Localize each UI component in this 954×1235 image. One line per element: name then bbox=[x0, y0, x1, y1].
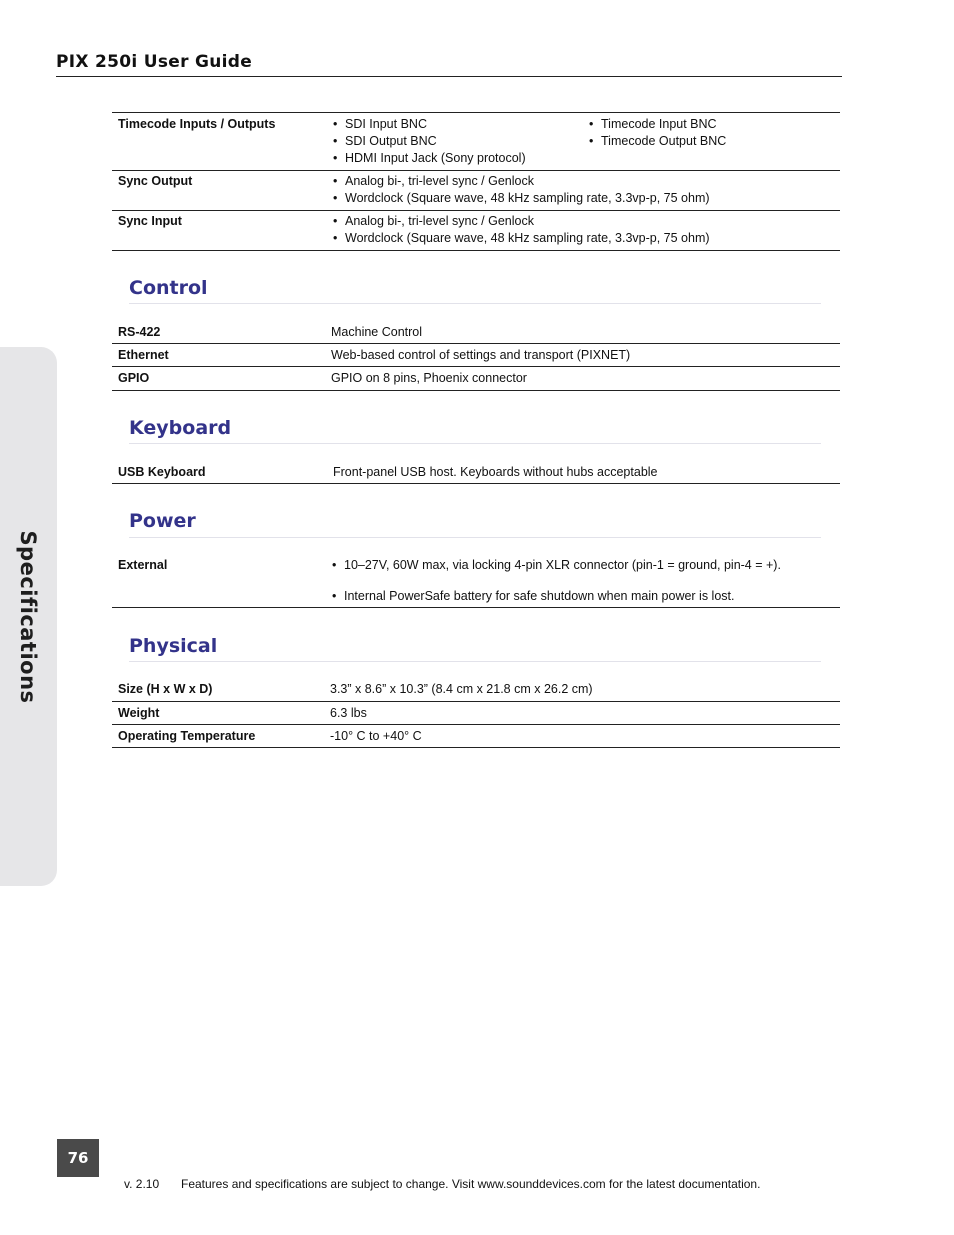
header-rule bbox=[56, 76, 842, 77]
sync-output-label: Sync Output bbox=[118, 174, 193, 188]
row-divider bbox=[112, 724, 840, 725]
section-underline bbox=[129, 537, 821, 538]
timecode-item: • Timecode Output BNC bbox=[589, 134, 726, 148]
sync-output-item: • Wordclock (Square wave, 48 kHz sampling rate, 3.3vp-p, 75 ohm) bbox=[333, 191, 710, 205]
spec-label: USB Keyboard bbox=[118, 465, 206, 479]
row-divider bbox=[112, 366, 840, 367]
table-top-rule bbox=[112, 112, 840, 113]
timecode-label: Timecode Inputs / Outputs bbox=[118, 117, 276, 131]
spec-label: Operating Temperature bbox=[118, 729, 256, 743]
version-label: v. 2.10 bbox=[124, 1177, 160, 1191]
power-item: • 10–27V, 60W max, via locking 4-pin XLR connector (pin-1 = ground, pin-4 = +). bbox=[332, 558, 781, 572]
row-divider bbox=[112, 607, 840, 608]
control-heading: Control bbox=[129, 277, 208, 299]
spec-value: Front-panel USB host. Keyboards without hubs acceptable bbox=[333, 465, 658, 479]
spec-value: Machine Control bbox=[331, 325, 423, 339]
timecode-item: • Timecode Input BNC bbox=[589, 117, 717, 131]
page-number: 76 bbox=[57, 1139, 99, 1177]
row-divider bbox=[112, 170, 840, 171]
power-heading: Power bbox=[129, 510, 196, 532]
power-item: • Internal PowerSafe battery for safe shutdown when main power is lost. bbox=[332, 589, 734, 603]
spec-value: -10° C to +40° C bbox=[330, 729, 422, 743]
timecode-item: • SDI Output BNC bbox=[333, 134, 437, 148]
row-divider bbox=[112, 701, 840, 702]
timecode-item: • SDI Input BNC bbox=[333, 117, 427, 131]
timecode-item: • HDMI Input Jack (Sony protocol) bbox=[333, 151, 526, 165]
row-divider bbox=[112, 483, 840, 484]
spec-value: GPIO on 8 pins, Phoenix connector bbox=[331, 371, 527, 385]
section-underline bbox=[129, 443, 821, 444]
physical-heading: Physical bbox=[129, 635, 218, 657]
row-divider bbox=[112, 210, 840, 211]
spec-label: External bbox=[118, 558, 168, 572]
spec-value: 6.3 lbs bbox=[330, 706, 367, 720]
sync-output-item: • Analog bi-, tri-level sync / Genlock bbox=[333, 174, 534, 188]
spec-label: Size (H x W x D) bbox=[118, 682, 213, 696]
spec-label: RS-422 bbox=[118, 325, 161, 339]
document-title: PIX 250i User Guide bbox=[56, 52, 253, 72]
sync-input-item: • Wordclock (Square wave, 48 kHz sampling rate, 3.3vp-p, 75 ohm) bbox=[333, 231, 710, 245]
spec-label: Ethernet bbox=[118, 348, 169, 362]
section-underline bbox=[129, 303, 821, 304]
row-divider bbox=[112, 343, 840, 344]
row-divider bbox=[112, 250, 840, 251]
spec-value: 3.3” x 8.6” x 10.3” (8.4 cm x 21.8 cm x 26.2 cm) bbox=[330, 682, 593, 696]
spec-value: Web-based control of settings and transport (PIXNET) bbox=[331, 348, 631, 362]
sync-input-label: Sync Input bbox=[118, 214, 182, 228]
sync-input-item: • Analog bi-, tri-level sync / Genlock bbox=[333, 214, 534, 228]
side-tab-label: Specifications bbox=[16, 530, 40, 704]
spec-label: Weight bbox=[118, 706, 160, 720]
row-divider bbox=[112, 747, 840, 748]
spec-label: GPIO bbox=[118, 371, 150, 385]
section-underline bbox=[129, 661, 821, 662]
row-divider bbox=[112, 390, 840, 391]
footer-note: Features and specifications are subject to change. Visit www.sounddevices.com for the latest documentation. bbox=[181, 1177, 761, 1191]
keyboard-heading: Keyboard bbox=[129, 417, 232, 439]
